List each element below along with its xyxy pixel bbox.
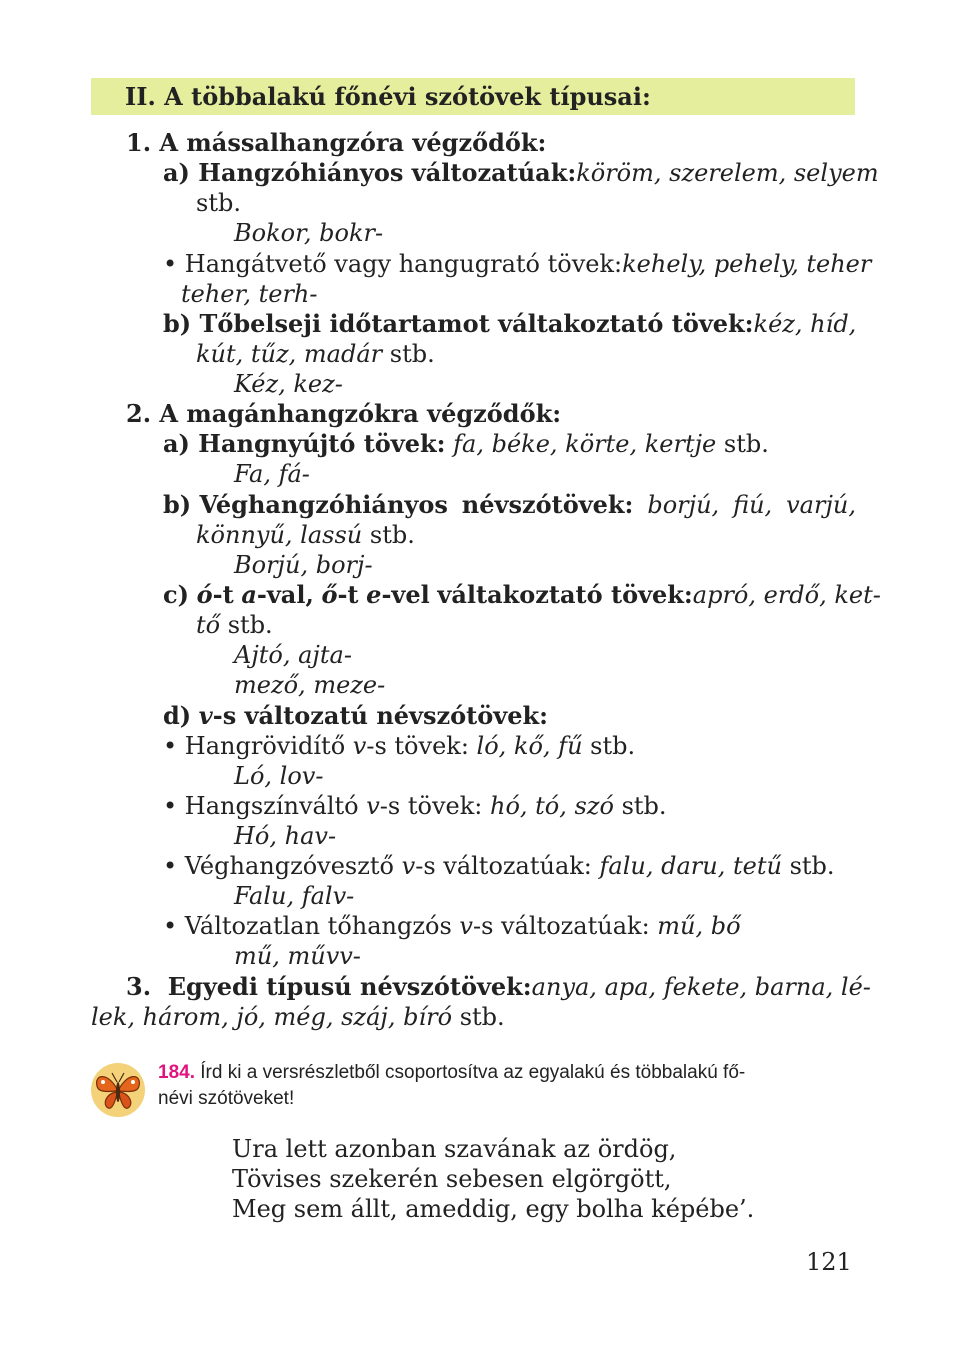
s2-a-stb: stb. — [723, 430, 769, 458]
s3-line — [126, 972, 871, 1002]
bullet-4-v: v — [459, 912, 473, 940]
s3-examples-2: lek, három, jó, még, száj, bíró — [91, 1003, 453, 1031]
s1-bullet-examples: kehely, pehely, teher — [622, 250, 872, 278]
s1-b-line — [163, 309, 856, 339]
bullet-3-stb: stb. — [789, 852, 835, 880]
s2-d-v: v — [198, 701, 213, 730]
s3-line2 — [91, 1002, 505, 1032]
s2-b-stb: stb. — [369, 521, 415, 549]
bullet-icon: • — [163, 852, 185, 880]
s2-a-stem: Fa, fá- — [234, 460, 310, 488]
bullet-icon: • — [163, 912, 185, 940]
s1-a-line — [163, 158, 879, 188]
section-heading: II. A többalakú főnévi szótövek típusai: — [125, 82, 651, 111]
s3-stb: stb. — [459, 1003, 505, 1031]
task-line-2: névi szótöveket! — [158, 1088, 295, 1109]
poem-line-3: Meg sem állt, ameddig, egy bolha képébe’. — [232, 1195, 755, 1223]
s1-bullet-line — [163, 249, 872, 279]
s1-b-label: b) Tőbelseji időtartamot váltakoztató tövek: — [163, 309, 754, 338]
s2-c-vel: -vel — [381, 580, 430, 609]
s1-b-stb: stb. — [389, 340, 435, 368]
s2-a-examples: fa, béke, körte, kertje — [453, 430, 717, 458]
s2-c-e: e — [366, 580, 382, 609]
s2-c-stb: stb. — [227, 611, 273, 639]
s2-b-example-1: borjú, — [647, 491, 720, 519]
s2-c-a: a — [241, 580, 257, 609]
s2-b-label-1: b) Véghangzóhiányos — [163, 490, 448, 519]
s2-bullet-1 — [163, 731, 635, 761]
s1-b-examples-2: kút, tűz, madár — [196, 340, 383, 368]
s2-b-stem: Borjú, borj- — [234, 551, 373, 579]
s2-c-stem-1: Ajtó, ajta- — [234, 641, 352, 669]
s2-b-example-2: fiú, — [733, 491, 773, 519]
bullet-1-pre: Hangrövidítő — [184, 732, 346, 760]
s1-a-label: a) Hangzóhiányos változatúak: — [163, 158, 577, 187]
bullet-1-stb: stb. — [590, 732, 636, 760]
s1-a-examples: köröm, szerelem, selyem — [576, 159, 879, 187]
s1-bullet-stem: teher, terh- — [181, 280, 318, 308]
s2-a-line — [163, 429, 769, 459]
bullet-3-post: -s változatúak: — [415, 852, 592, 880]
s2-c-o: ó — [196, 580, 213, 609]
s2-c-examples-2: tő — [196, 611, 221, 639]
s1-title: 1. A mássalhangzóra végződők: — [126, 128, 547, 157]
s2-c-line — [163, 580, 881, 610]
s2-c-dash1: -t — [212, 580, 234, 609]
s2-b-example-4: könnyű, lassú — [196, 521, 363, 549]
bullet-2-v: v — [366, 792, 380, 820]
s2-d-letter: d) — [163, 701, 192, 730]
s2-bullet-4 — [163, 911, 741, 941]
s2-c-examples-1: apró, erdő, ket- — [692, 581, 881, 609]
s2-b-line2 — [196, 520, 415, 550]
s1-a-stem: Bokor, bokr- — [234, 219, 384, 247]
s2-c-line2 — [196, 610, 273, 640]
s2-b-example-3: varjú, — [786, 491, 856, 519]
task-line-1 — [158, 1060, 745, 1086]
s2-d-label: -s változatú névszótövek: — [212, 701, 548, 730]
bullet-4-pre: Változatlan tőhangzós — [184, 912, 452, 940]
bullet-4-examples: mű, bő — [657, 912, 741, 940]
bullet-1-v: v — [352, 732, 367, 760]
bullet-1-examples: ló, kő, fű — [476, 732, 583, 760]
bullet-3-v: v — [401, 852, 416, 880]
s2-b-label-2: névszótövek: — [461, 490, 634, 519]
s2-c-letter: c) — [163, 580, 189, 609]
page-number: 121 — [806, 1248, 852, 1276]
bullet-3-pre: Véghangzóvesztő — [184, 852, 394, 880]
s2-b-line — [163, 490, 856, 520]
bullet-icon: • — [163, 732, 185, 760]
s2-bullet-3 — [163, 851, 835, 881]
butterfly-icon — [90, 1062, 146, 1118]
s2-c-oo: ő — [321, 580, 338, 609]
poem-line-2: Tövises szekerén sebesen elgörgött, — [232, 1165, 672, 1193]
bullet-2-stb: stb. — [621, 792, 667, 820]
bullet-icon: • — [163, 792, 185, 820]
bullet-2-examples: hó, tó, szó — [489, 792, 614, 820]
bullet-2-post: -s tövek: — [379, 792, 483, 820]
s2-c-val: -val, — [256, 580, 314, 609]
task-text-1: Írd ki a versrészletből csoportosítva az egyalakú és többalakú fő- — [200, 1062, 746, 1083]
s1-bullet-label: Hangátvető vagy hangugrató tövek: — [184, 250, 623, 278]
bullet-1-stem: Ló, lov- — [234, 762, 324, 790]
bullet-4-post: -s változatúak: — [472, 912, 650, 940]
task-number: 184. — [158, 1062, 195, 1083]
s1-b-line2 — [196, 339, 435, 369]
s2-a-label: a) Hangnyújtó tövek: — [163, 429, 446, 458]
s2-c-dash2: -t — [337, 580, 359, 609]
s2-c-stem-2: mező, meze- — [234, 671, 386, 699]
bullet-4-stem: mű, művv- — [234, 942, 361, 970]
bullet-3-stem: Falu, falv- — [234, 882, 355, 910]
poem-line-1: Ura lett azonban szavának az ördög, — [232, 1135, 677, 1163]
bullet-icon: • — [163, 250, 185, 278]
s1-b-stem: Kéz, kez- — [234, 370, 343, 398]
s1-a-stb: stb. — [196, 189, 241, 217]
bullet-2-pre: Hangszínváltó — [184, 792, 359, 820]
s1-bullet-text — [163, 249, 622, 279]
s2-title: 2. A magánhangzókra végződők: — [126, 399, 562, 428]
s3-examples-1: anya, apa, fekete, barna, lé- — [531, 973, 871, 1001]
s2-c-label-group — [163, 580, 693, 610]
section-heading-bar — [91, 78, 855, 115]
s1-b-examples-1: kéz, híd, — [753, 310, 857, 338]
bullet-2-stem: Hó, hav- — [234, 822, 337, 850]
s2-bullet-2 — [163, 791, 667, 821]
s2-c-label: váltakoztató tövek: — [437, 580, 693, 609]
bullet-3-examples: falu, daru, tetű — [599, 852, 782, 880]
s3-title: 3. Egyedi típusú névszótövek: — [126, 972, 532, 1001]
s2-d-line — [163, 701, 548, 731]
bullet-1-post: -s tövek: — [366, 732, 469, 760]
